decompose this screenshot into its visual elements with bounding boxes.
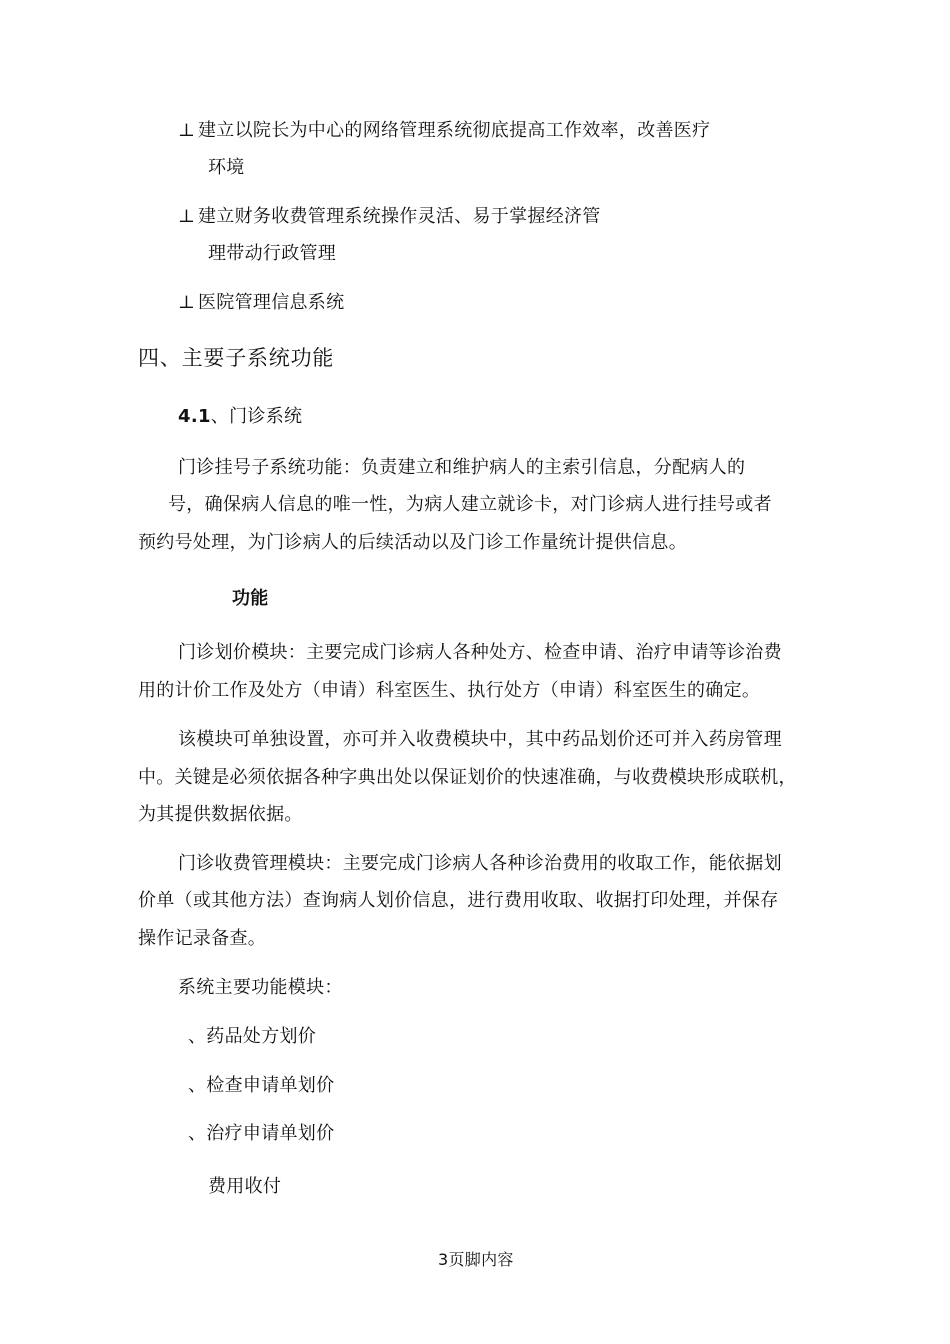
bullet-item-1	[178, 119, 710, 143]
paragraph-module-setup-line-2: 中。关键是必须依据各种字典出处以保证划价的快速准确，与收费模块形成联机，	[138, 767, 797, 788]
bullet-mark: ⊥	[178, 292, 196, 313]
paragraph-registration-line-1: 门诊挂号子系统功能：负责建立和维护病人的主索引信息，分配病人的	[178, 457, 746, 478]
paragraph-charging-line-2: 价单（或其他方法）查询病人划价信息，进行费用收取、收据打印处理，并保存	[138, 890, 779, 911]
bullet-mark: ⊥	[178, 206, 196, 227]
bullet-text: 建立以院长为中心的网络管理系统彻底提高工作效率，改善医疗	[198, 120, 711, 141]
footer-text: 页脚内容	[448, 1250, 514, 1269]
bullet-text: 医院管理信息系统	[198, 292, 345, 313]
bullet-mark: ⊥	[178, 120, 196, 141]
module-list-item-2: 、检查申请单划价	[188, 1075, 335, 1096]
main-modules-label: 系统主要功能模块：	[178, 977, 343, 998]
paragraph-registration-line-2: 号，确保病人信息的唯一性，为病人建立就诊卡，对门诊病人进行挂号或者	[168, 494, 772, 515]
bullet-item-2	[178, 205, 601, 229]
function-label: 功能	[232, 588, 269, 609]
paragraph-pricing-line-2: 用的计价工作及处方（申请）科室医生、执行处方（申请）科室医生的确定。	[138, 680, 761, 701]
footer-page-number: 3	[438, 1250, 449, 1269]
paragraph-pricing-line-1: 门诊划价模块：主要完成门诊病人各种处方、检查申请、治疗申请等诊治费	[178, 642, 782, 663]
bullet-text: 建立财务收费管理系统操作灵活、易于掌握经济管	[198, 206, 601, 227]
module-list-item-3: 、治疗申请单划价	[188, 1123, 335, 1144]
subsection-heading	[178, 405, 302, 429]
page-footer	[438, 1249, 514, 1271]
subsection-title: 、门诊系统	[210, 406, 303, 427]
bullet-item-2-continuation: 理带动行政管理	[208, 243, 337, 264]
paragraph-registration-line-3: 预约号处理，为门诊病人的后续活动以及门诊工作量统计提供信息。	[138, 532, 687, 553]
paragraph-charging-line-3: 操作记录备查。	[138, 928, 267, 949]
module-list-item-4: 费用收付	[208, 1176, 282, 1197]
subsection-number: 4.1	[178, 406, 211, 427]
paragraph-module-setup-line-1: 该模块可单独设置，亦可并入收费模块中，其中药品划价还可并入药房管理	[178, 729, 782, 750]
module-list-item-1: 、药品处方划价	[188, 1026, 317, 1047]
paragraph-module-setup-line-3: 为其提供数据依据。	[138, 804, 303, 825]
bullet-item-1-continuation: 环境	[208, 157, 245, 178]
bullet-item-3	[178, 291, 344, 315]
section-heading: 四、主要子系统功能	[138, 346, 335, 370]
paragraph-charging-line-1: 门诊收费管理模块：主要完成门诊病人各种诊治费用的收取工作，能依据划	[178, 853, 782, 874]
